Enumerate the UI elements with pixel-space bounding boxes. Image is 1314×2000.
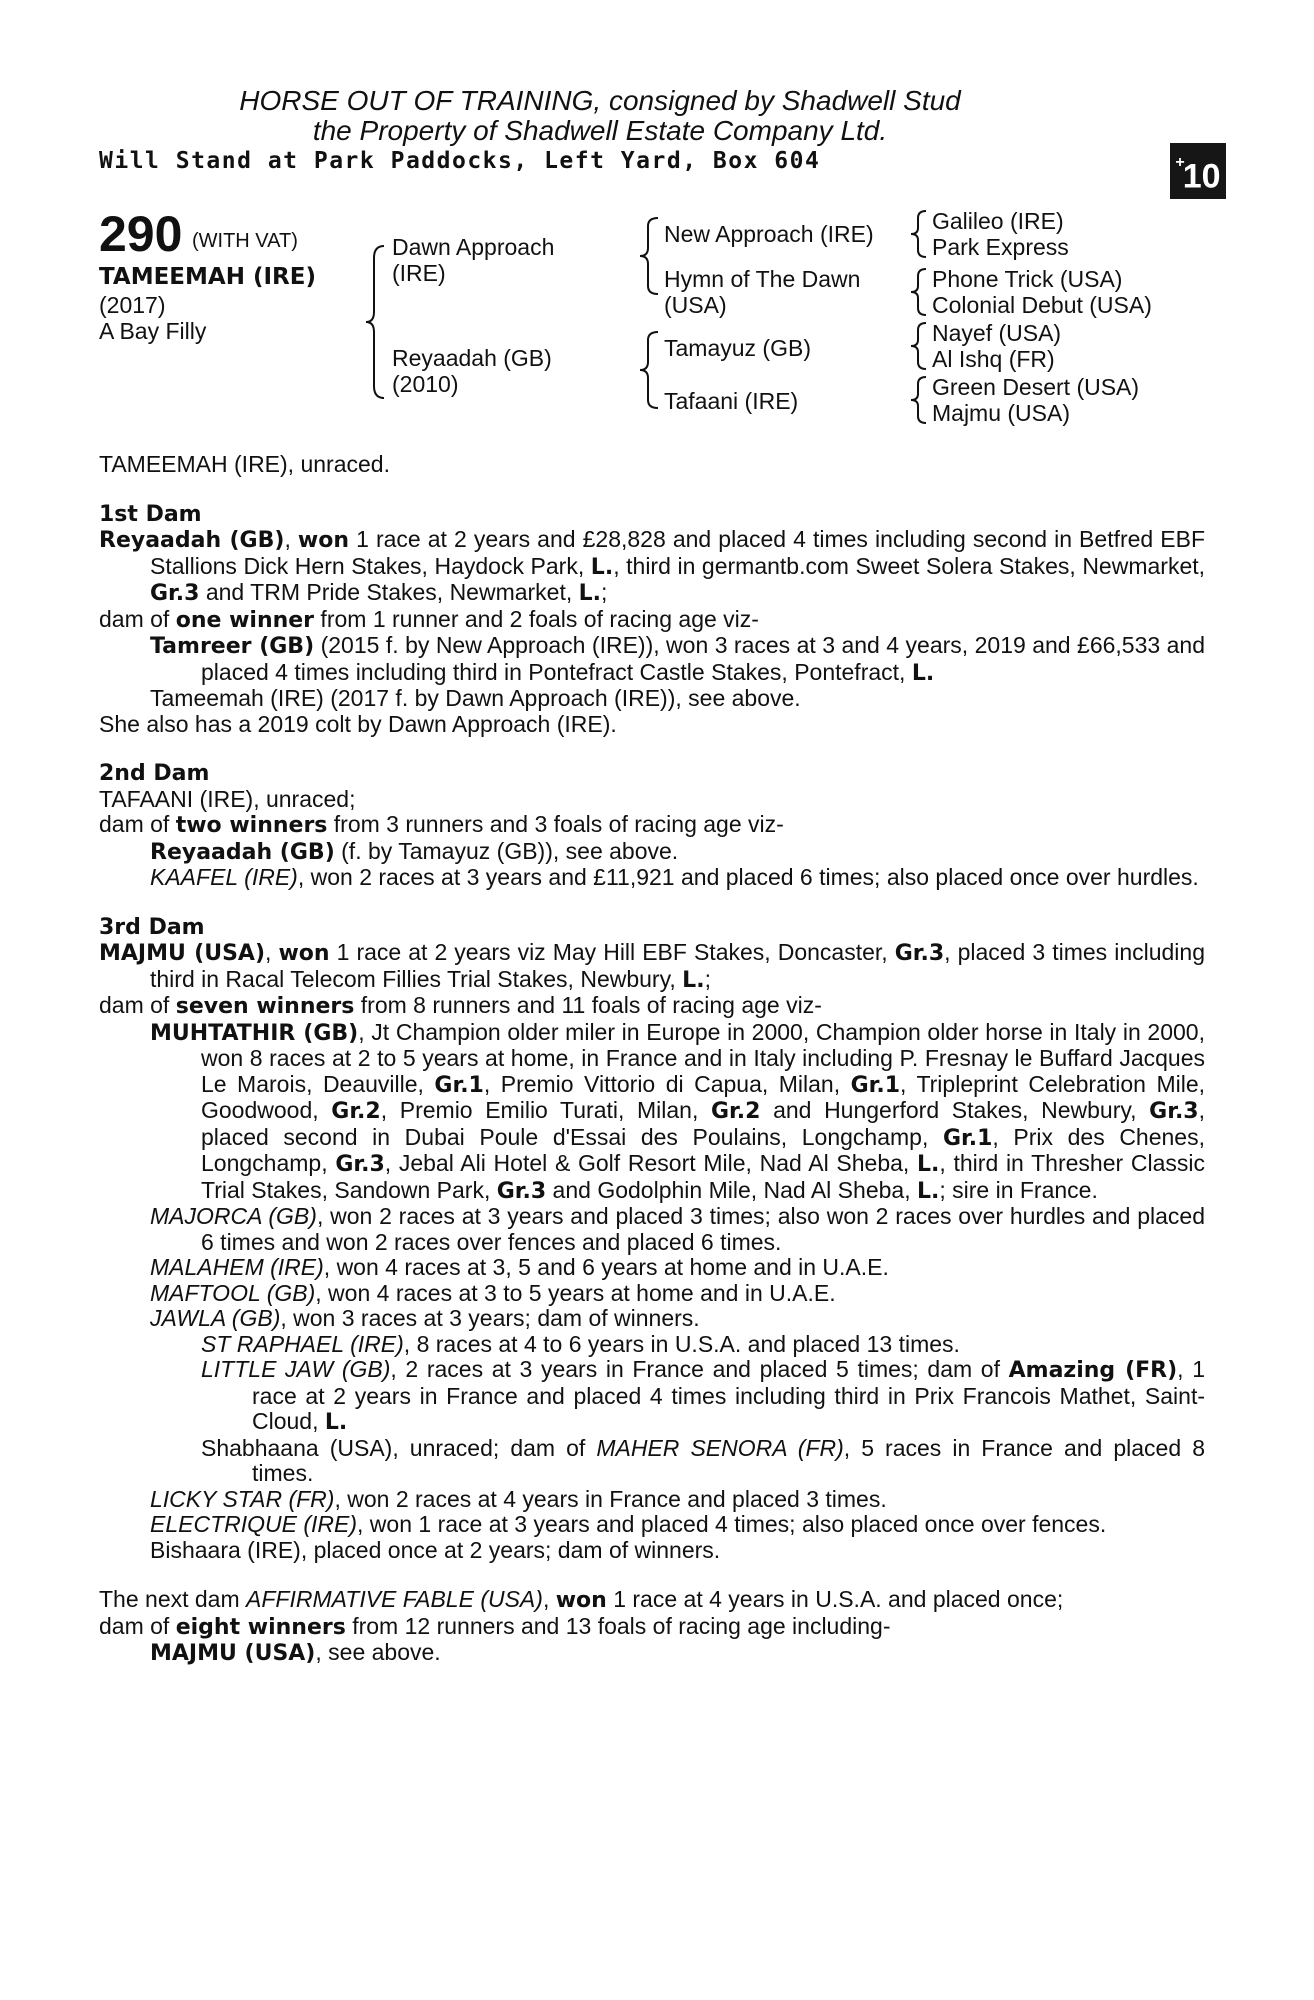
horse-description: A Bay Filly — [99, 318, 207, 344]
offspring-malahem: MALAHEM (IRE), won 4 races at 3, 5 and 6 years at home and in U.A.E. — [150, 1254, 889, 1280]
offspring-majmu: MAJMU (USA), see above. — [150, 1639, 441, 1666]
offspring-jawla: JAWLA (GB), won 3 races at 3 years; dam of winners. — [150, 1305, 700, 1331]
offspring-little-jaw: LITTLE JAW (GB), 2 races at 3 years in France and placed 5 times; dam of Amazing (FR), 1 race at 2 years in France and placed 4 times including third in Prix Francois Mathet, Saint-Cloud, L. — [201, 1356, 1205, 1435]
offspring-st-raphael: ST RAPHAEL (IRE), 8 races at 4 to 6 years in U.S.A. and placed 13 times. — [201, 1330, 960, 1357]
offspring-majorca: MAJORCA (GB), won 2 races at 3 years and placed 3 times; also won 2 races over hurdles and placed 6 times and won 2 races over fences and placed 6 times. — [150, 1203, 1205, 1255]
offspring-electrique: ELECTRIQUE (IRE), won 1 race at 3 years and placed 4 times; also placed once over fences. — [150, 1511, 1107, 1537]
horse-name: TAMEEMAH (IRE) — [99, 264, 316, 290]
third-dam-produce: dam of seven winners from 8 runners and 11 foals of racing age viz- — [99, 992, 822, 1019]
consignor-line: HORSE OUT OF TRAINING, consigned by Shadwell Stud — [239, 85, 961, 116]
next-dam-record: The next dam AFFIRMATIVE FABLE (USA), won 1 race at 4 years in U.S.A. and placed once; — [99, 1586, 1064, 1613]
offspring-muhtathir: MUHTATHIR (GB), Jt Champion older miler in Europe in 2000, Champion older horse in Italy in 2000, won 8 races at 2 to 5 years at home, in France and in Italy including P. Fresnay le Buffard Jacques Le Marois, Deauville, Gr.1, Premio Vittorio di Capua, Milan, Gr.1, Tripleprint Celebration Mile, Goodwood, Gr.2, Premio Emilio Turati, Milan, Gr.2 and Hungerford Stakes, Newbury, Gr.3, placed second in Dubai Poule d'Essai des Poulains, Longchamp, Gr.1, Prix des Chenes, Longchamp, Gr.3, Jebal Ali Hotel & Golf Resort Mile, Nad Al Sheba, L., third in Thresher Classic Trial Stakes, Sandown Park, Gr.3 and Godolphin Mile, Nad Al Sheba, L.; sire in France. — [150, 1018, 1205, 1204]
offspring-shabhaana: Shabhaana (USA), unraced; dam of MAHER SENORA (FR), 5 races in France and placed 8 times. — [201, 1434, 1205, 1486]
offspring-tameemah: Tameemah (IRE) (2017 f. by Dawn Approach (IRE)), see above. — [150, 685, 801, 711]
pedigree-brace-4d — [906, 374, 930, 426]
offspring-maftool: MAFTOOL (GB), won 4 races at 3 to 5 years at home and in U.A.E. — [150, 1279, 836, 1306]
pedigree-dam-dam: Tafaani (IRE) — [664, 388, 799, 414]
pedigree-ssd: Park Express — [932, 234, 1069, 260]
pedigree-sds: Phone Trick (USA) — [932, 266, 1123, 292]
pedigree-brace-4a — [906, 208, 930, 260]
property-line: the Property of Shadwell Estate Company Ltd. — [312, 115, 888, 146]
pedigree-sire: Dawn Approach (IRE) — [392, 234, 555, 286]
next-dam-produce: dam of eight winners from 12 runners and 13 foals of racing age including- — [99, 1612, 891, 1640]
vat-note: (WITH VAT) — [192, 230, 298, 252]
stand-location: Will Stand at Park Paddocks, Left Yard, Box 604 — [99, 148, 821, 174]
pedigree-brace-main — [360, 242, 390, 402]
pedigree-sss: Galileo (IRE) — [932, 208, 1064, 234]
pedigree-brace-dam — [634, 328, 664, 412]
offspring-kaafel: KAAFEL (IRE), won 2 races at 3 years and £11,921 and placed 6 times; also placed once over hurdles. — [150, 864, 1199, 890]
third-dam-record: MAJMU (USA), won 1 race at 2 years viz May Hill EBF Stakes, Doncaster, Gr.3, placed 3 times including third in Racal Telecom Fillies Trial Stakes, Newbury, L.; — [99, 939, 1206, 993]
pedigree-dds: Green Desert (USA) — [932, 374, 1140, 400]
second-dam-produce: dam of two winners from 3 runners and 3 foals of racing age viz- — [99, 811, 784, 838]
horse-year: (2017) — [99, 292, 166, 318]
first-dam-record: Reyaadah (GB), won 1 race at 2 years and £28,828 and placed 4 times including second in Betfred EBF Stallions Dick Hern Stakes, Haydock Park, L., third in germantb.com Sweet Solera Stakes, Newmarket, Gr.3 and TRM Pride Stakes, Newmarket, L.; — [99, 526, 1206, 606]
pedigree-dss: Nayef (USA) — [932, 320, 1062, 346]
pedigree-sire-sire: New Approach (IRE) — [664, 221, 874, 247]
pedigree-brace-4c — [906, 320, 930, 372]
pedigree-notes — [99, 452, 1205, 1667]
third-dam-heading: 3rd Dam — [99, 914, 205, 940]
offspring-tamreer: Tamreer (GB) (2015 f. by New Approach (IRE)), won 3 races at 3 and 4 years, 2019 and £66,533 and placed 4 times including third in Pontefract Castle Stakes, Pontefract, L. — [150, 632, 1205, 686]
lot-number: 290 — [99, 206, 183, 262]
second-dam-record: TAFAANI (IRE), unraced; — [99, 785, 356, 812]
second-dam-heading: 2nd Dam — [99, 761, 210, 786]
first-dam-heading: 1st Dam — [99, 501, 202, 527]
offspring-licky-star: LICKY STAR (FR), won 2 races at 4 years in France and placed 3 times. — [150, 1485, 887, 1512]
pedigree-dam-sire: Tamayuz (GB) — [664, 335, 811, 361]
pedigree-dsd: Al Ishq (FR) — [932, 346, 1055, 372]
pedigree-brace-4b — [906, 266, 930, 318]
first-dam-produce: dam of one winner from 1 runner and 2 foals of racing age viz- — [99, 605, 759, 633]
intro-line: TAMEEMAH (IRE), unraced. — [99, 451, 390, 477]
pedigree-dam: Reyaadah (GB) (2010) — [392, 345, 552, 397]
offspring-bishaara: Bishaara (IRE), placed once at 2 years; dam of winners. — [150, 1536, 721, 1563]
pedigree-sire-dam: Hymn of The Dawn (USA) — [664, 266, 861, 318]
pedigree-ddd: Majmu (USA) — [932, 400, 1071, 426]
first-dam-also: She also has a 2019 colt by Dawn Approach (IRE). — [99, 710, 617, 737]
pedigree-sdd: Colonial Debut (USA) — [932, 292, 1152, 318]
offspring-reyaadah: Reyaadah (GB) (f. by Tamayuz (GB)), see above. — [150, 837, 679, 865]
catalogue-badge — [1170, 143, 1226, 199]
badge-number: 10 — [1182, 157, 1221, 196]
pedigree-brace-sire — [634, 214, 664, 298]
badge-plus: + — [1175, 154, 1185, 171]
